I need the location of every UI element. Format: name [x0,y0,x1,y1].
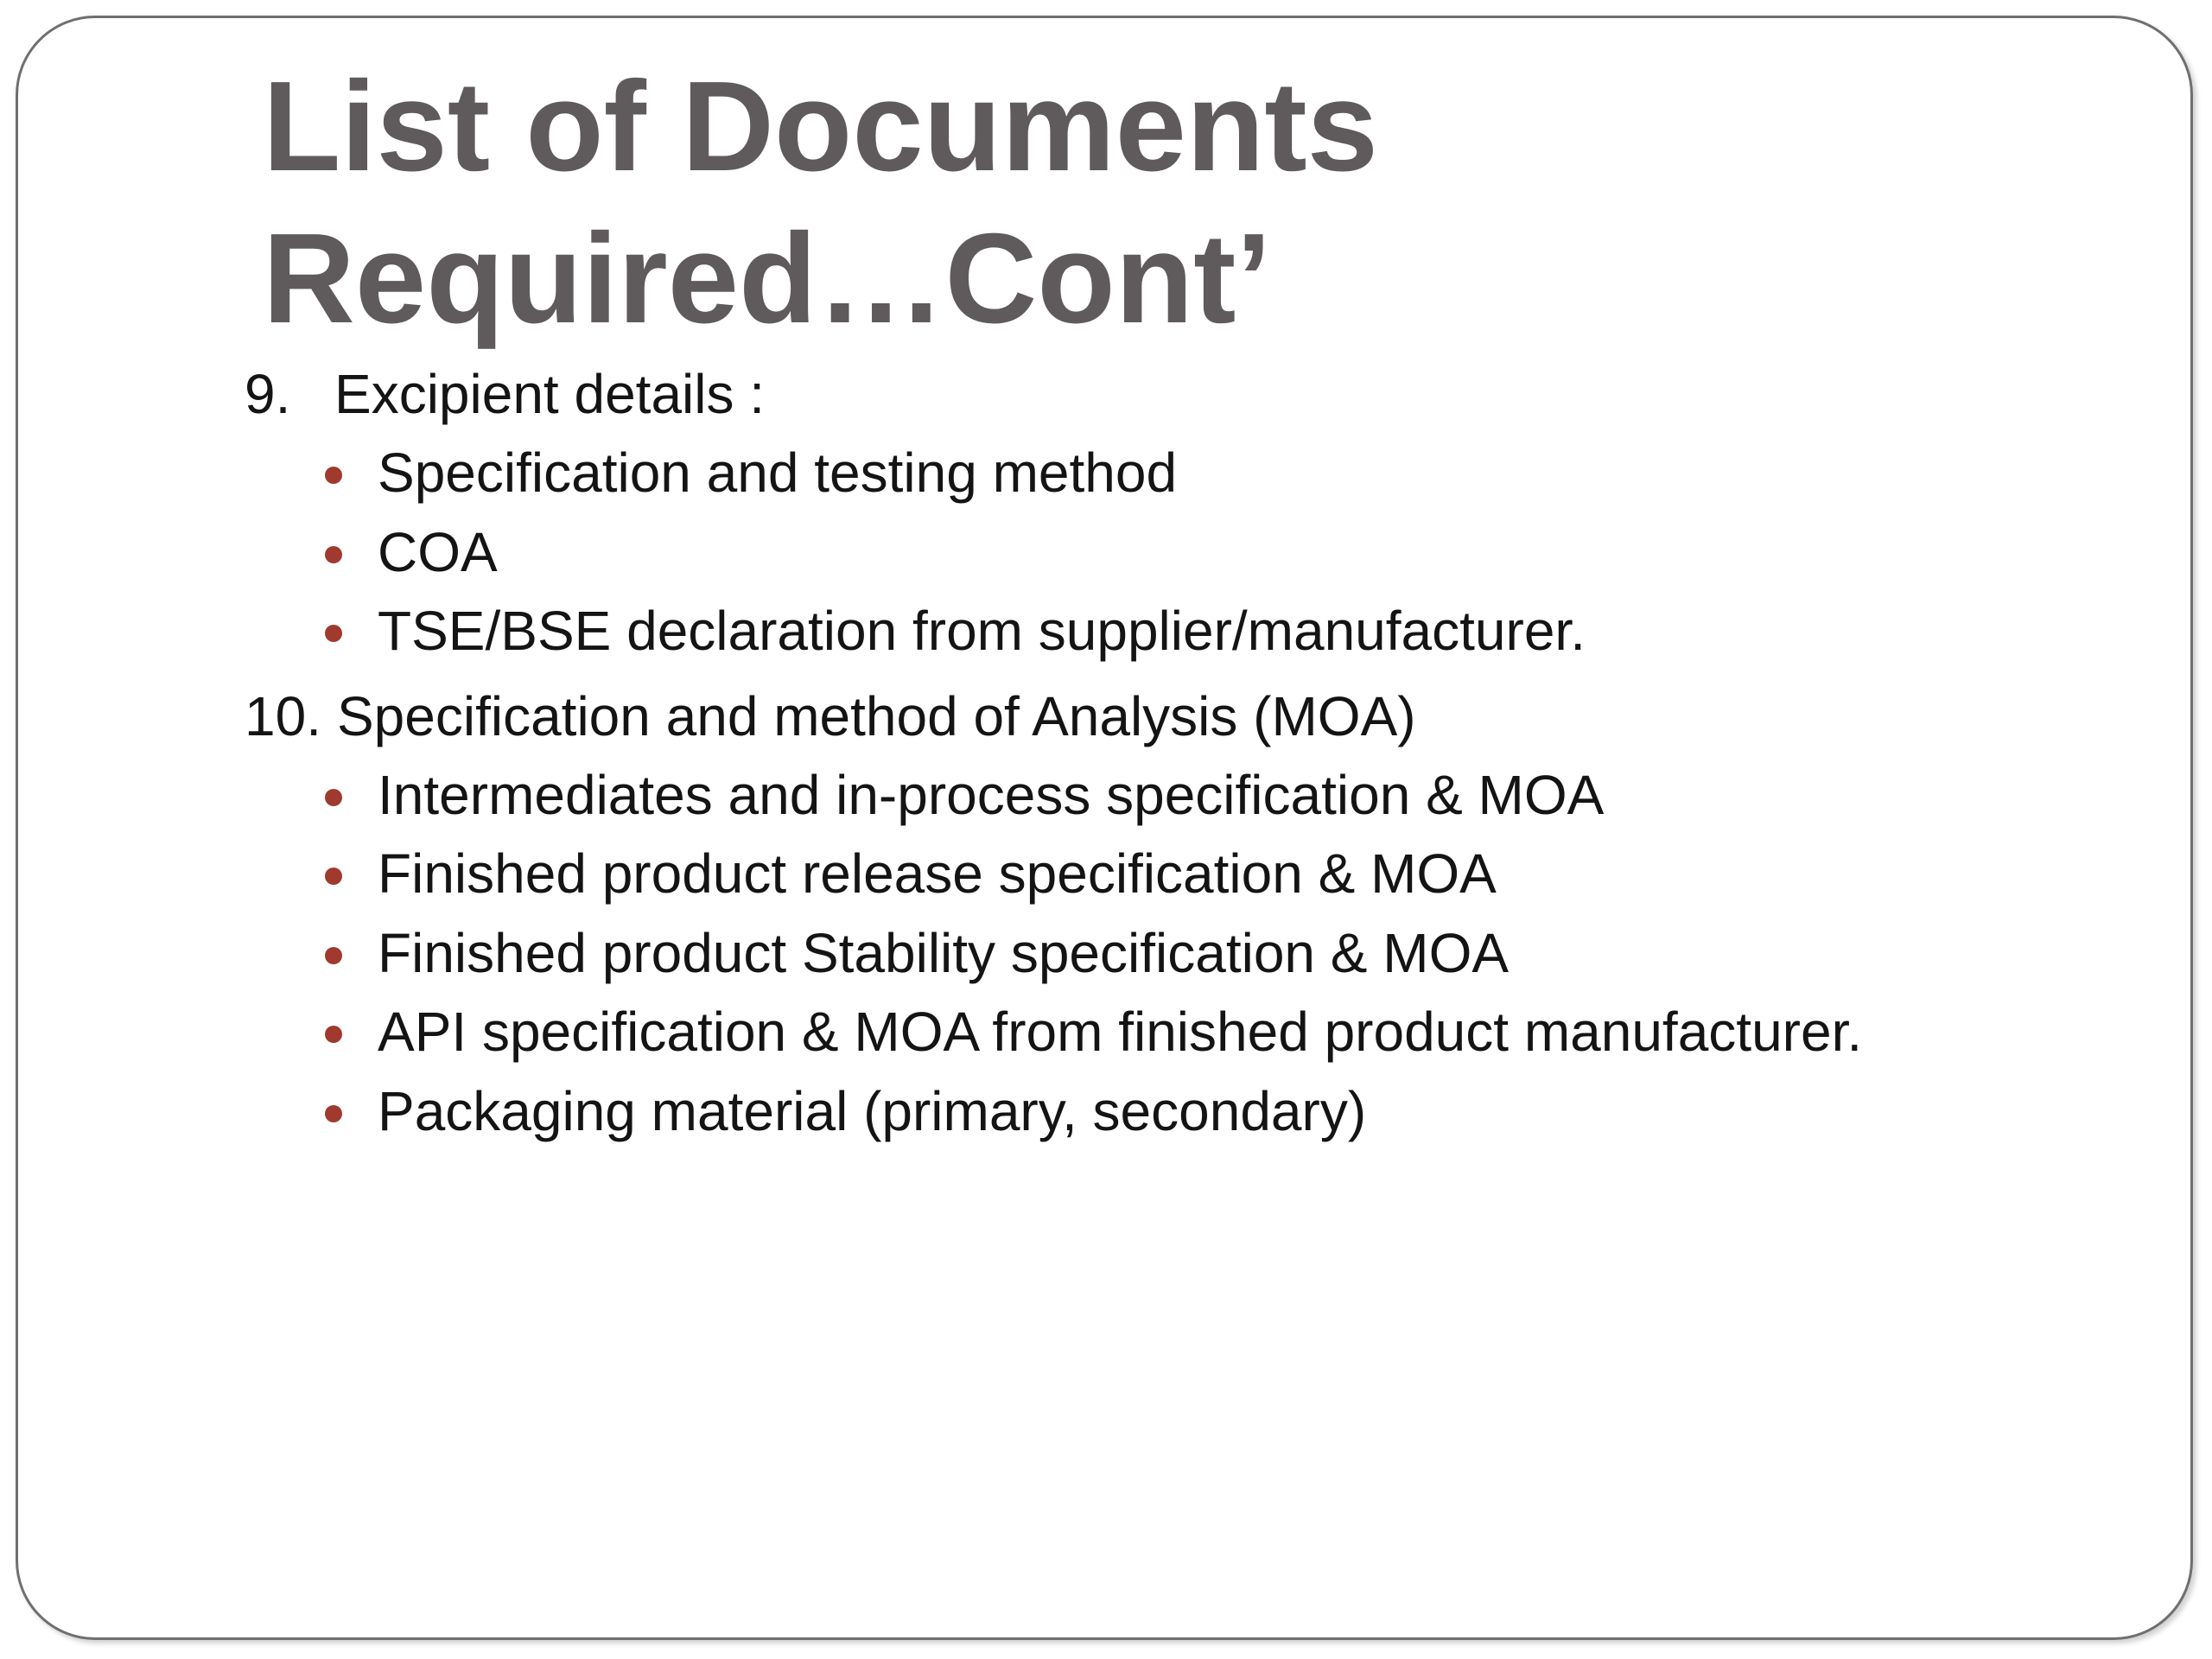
item-number: 10. [245,684,321,747]
list-item [245,434,2102,513]
list-item-text: API specification & MOA from finished product manufacturer. [378,1001,1863,1063]
list-item [245,756,2102,836]
item-heading: Specification and method of Analysis (MOA) [336,684,1416,747]
slide-title-line-2: Required…Cont’ [263,207,1272,350]
bullet-icon [325,868,342,885]
bullet-list-excipient [245,434,2102,677]
slide-title-line-1: List of Documents [263,55,1378,198]
list-item-text: Packaging material (primary, secondary) [378,1079,1367,1142]
bullet-list-moa [245,756,2102,1157]
item-number: 9. [245,363,291,425]
bullet-icon [325,947,342,964]
bullet-icon [325,625,342,642]
list-item [245,993,2102,1072]
list-item [245,914,2102,994]
list-item [245,1072,2102,1152]
bullet-icon [325,1105,342,1122]
list-item-text: Intermediates and in-process specification & MOA [378,763,1605,826]
list-item [245,835,2102,914]
list-item-text: COA [378,520,498,583]
slide-title [263,51,1378,355]
bullet-icon [325,1026,342,1043]
numbered-item-9 [245,354,2102,434]
slide-content [245,354,2102,1156]
list-item-text: Finished product Stability specification & MOA [378,921,1510,984]
bullet-icon [325,789,342,806]
bullet-icon [325,546,342,563]
list-item [245,592,2102,671]
list-item-text: Finished product release specification & MOA [378,842,1497,905]
bullet-icon [325,467,342,484]
list-item-text: Specification and testing method [378,442,1178,504]
list-item [245,513,2102,593]
numbered-item-10 [245,677,2102,756]
list-item-text: TSE/BSE declaration from supplier/manufacturer. [378,600,1586,662]
item-heading: Excipient details : [334,363,766,425]
